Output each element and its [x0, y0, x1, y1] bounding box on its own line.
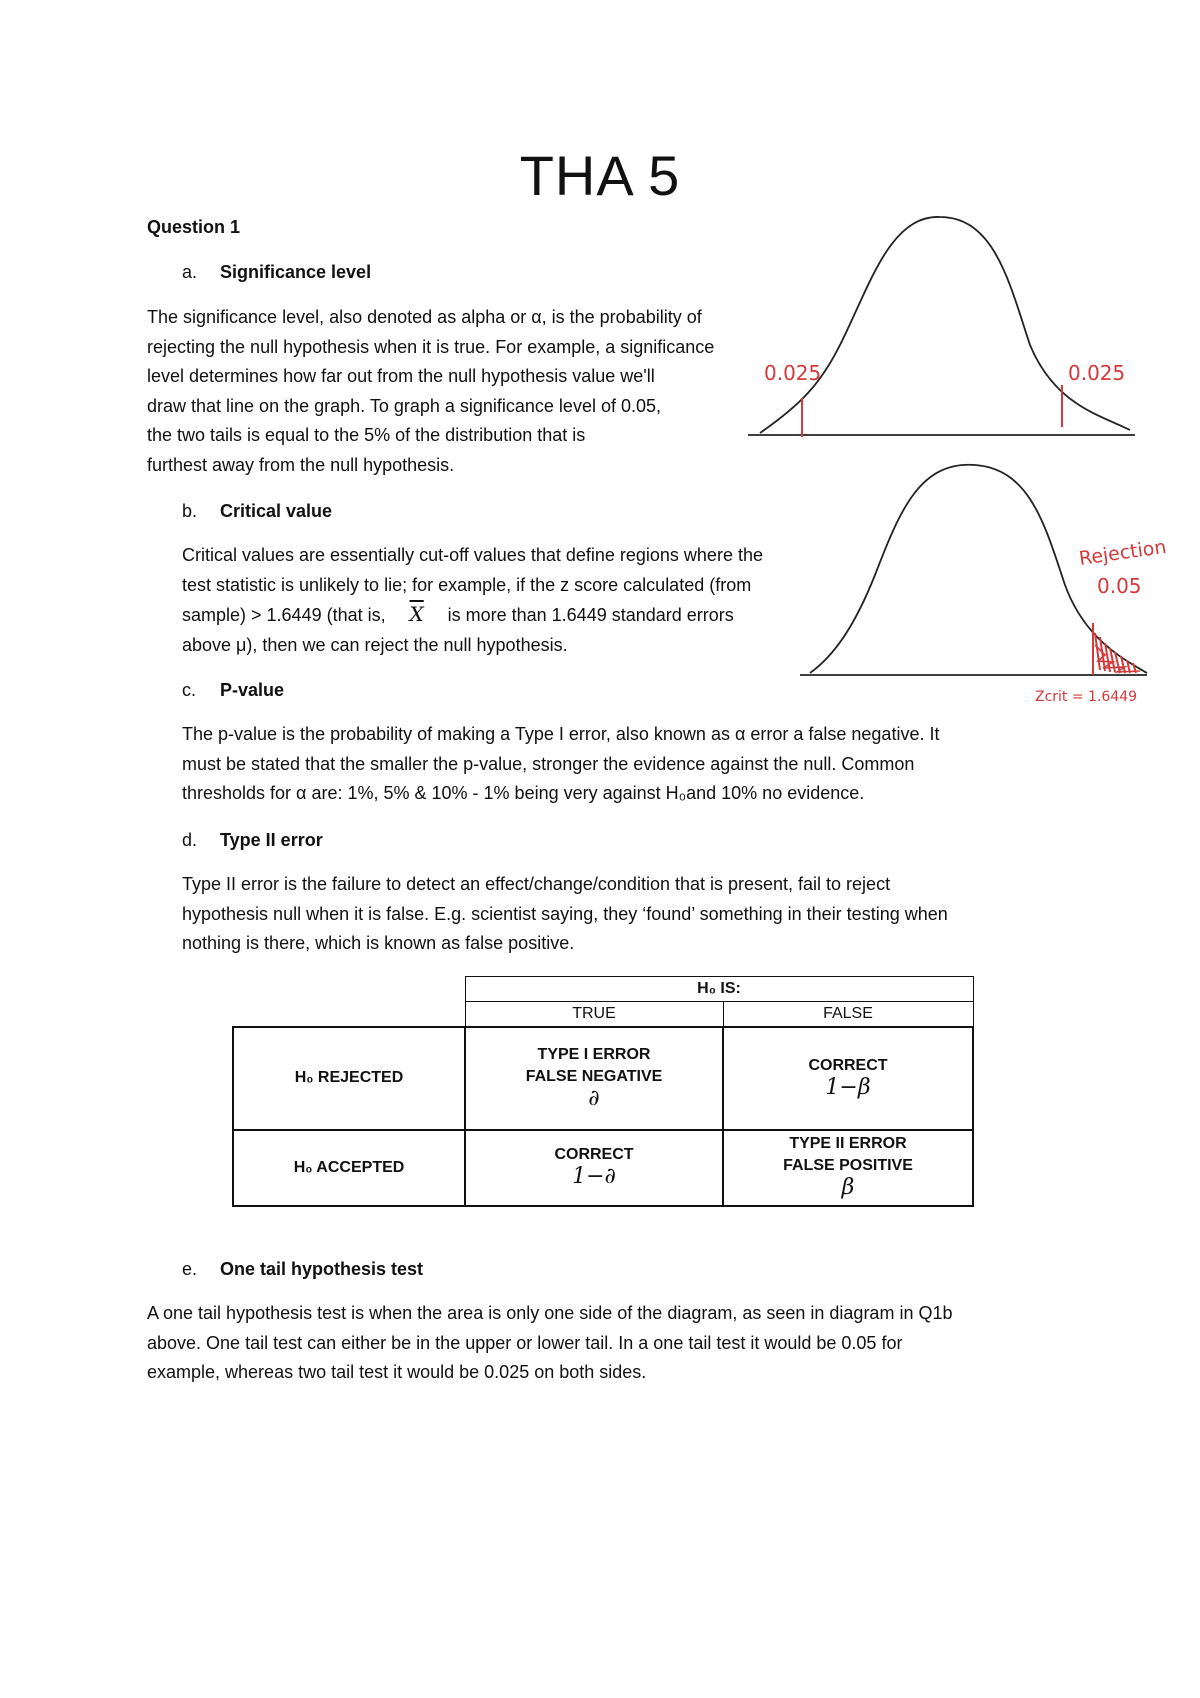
- section-a-line: draw that line on the graph. To graph a significance level of 0.05,: [147, 395, 662, 416]
- two-tail-curve: [760, 217, 1130, 433]
- section-c-letter: c.: [182, 680, 197, 700]
- section-d-heading: [182, 830, 323, 851]
- section-c-title: P-value: [220, 680, 285, 700]
- cell-line: TYPE I ERROR: [537, 1045, 651, 1063]
- section-a-line: The significance level, also denoted as alpha or α, is the probability of: [147, 307, 702, 327]
- section-b-line: Critical values are essentially cut-off values that define regions where the: [182, 545, 763, 565]
- section-e-line: above. One tail test can either be in the upper or lower tail. In a one tail test it would be 0.05 for: [147, 1332, 903, 1353]
- col-true-header: TRUE: [465, 1002, 723, 1027]
- section-a-line: the two tails is equal to the 5% of the distribution that is: [147, 425, 586, 445]
- two-tail-diagram: [740, 205, 1160, 445]
- col-false-header: FALSE: [723, 1002, 973, 1027]
- section-c-body: [182, 720, 939, 809]
- section-a-line: level determines how far out from the null hypothesis value we'll: [147, 366, 655, 386]
- section-a-title: Significance level: [220, 262, 372, 282]
- table-row: [233, 1002, 973, 1027]
- correct-rejection-cell: [723, 1027, 973, 1130]
- cell-symbol: 1−β: [825, 1074, 871, 1100]
- section-c-line: thresholds for α are: 1%, 5% & 10% - 1% being very against H₀and 10% no evidence.: [182, 783, 865, 803]
- cell-line: CORRECT: [808, 1056, 888, 1074]
- section-b-line: above μ), then we can reject the null hypothesis.: [182, 634, 568, 655]
- section-d-line: nothing is there, which is known as false positive.: [182, 933, 575, 953]
- section-b-line-3: [182, 600, 763, 631]
- correct-acceptance-cell: [465, 1130, 723, 1206]
- section-d-letter: d.: [182, 830, 198, 850]
- cell-symbol: β: [841, 1175, 855, 1200]
- section-e-body: [147, 1299, 952, 1388]
- error-types-table: [232, 976, 974, 1207]
- cell-line: CORRECT: [554, 1146, 634, 1163]
- rejection-value-label: 0.05: [1097, 574, 1142, 598]
- table-row: [233, 1130, 973, 1206]
- table-corner: [233, 1002, 465, 1027]
- section-a-heading: [182, 262, 371, 283]
- section-a-letter: a.: [182, 262, 198, 282]
- row-rejected-text: H₀ REJECTED: [294, 1069, 404, 1086]
- z-critical-label: Zcrit = 1.6449: [1035, 689, 1138, 705]
- section-b-line: test statistic is unlikely to lie; for example, if the z score calculated (from: [182, 574, 752, 595]
- section-c-line: must be stated that the smaller the p-value, stronger the evidence against the null. Common: [182, 753, 915, 774]
- cell-line: TYPE II ERROR: [789, 1135, 907, 1152]
- cell-line: FALSE POSITIVE: [783, 1157, 913, 1174]
- section-c-heading: [182, 680, 284, 701]
- section-d-line: Type II error is the failure to detect an effect/change/condition that is present, fail to reject: [182, 874, 891, 894]
- type-two-error-cell: [723, 1130, 973, 1206]
- rejection-label: Rejection: [1077, 535, 1168, 570]
- section-e-title: One tail hypothesis test: [220, 1259, 424, 1279]
- section-b-letter: b.: [182, 501, 198, 521]
- section-a-line: rejecting the null hypothesis when it is true. For example, a significance: [147, 336, 715, 357]
- row-rejected-label: [233, 1027, 465, 1130]
- left-tail-label: 0.025: [764, 361, 822, 385]
- section-a-body: [147, 303, 714, 480]
- right-tail-label: 0.025: [1068, 361, 1126, 385]
- table-row: [233, 977, 973, 1002]
- section-e-heading: [182, 1259, 423, 1280]
- section-d-title: Type II error: [220, 830, 323, 850]
- cell-line: FALSE NEGATIVE: [525, 1067, 663, 1085]
- section-e-line: example, whereas two tail test it would be 0.025 on both sides.: [147, 1362, 647, 1382]
- section-c-line: The p-value is the probability of making a Type I error, also known as α error a false negative. It: [182, 724, 940, 744]
- table-corner: [233, 977, 465, 1002]
- section-e-line: A one tail hypothesis test is when the area is only one side of the diagram, as seen in diagram in Q1b: [147, 1303, 953, 1323]
- page-title: THA 5: [519, 144, 681, 207]
- table-header: H₀ IS:: [465, 977, 973, 1002]
- section-b-line-3-prefix: sample) > 1.6449 (that is,: [182, 605, 386, 625]
- row-accepted-label: [233, 1130, 465, 1206]
- row-accepted-text: H₀ ACCEPTED: [293, 1158, 405, 1176]
- section-b-title: Critical value: [220, 501, 333, 521]
- section-d-line: hypothesis null when it is false. E.g. scientist saying, they ‘found’ something in their testing when: [182, 903, 948, 924]
- section-e-letter: e.: [182, 1259, 198, 1279]
- section-a-line: furthest away from the null hypothesis.: [147, 454, 455, 475]
- section-b-heading: [182, 501, 332, 522]
- section-b-line-3-suffix: is more than 1.6449 standard errors: [447, 605, 734, 625]
- question-heading: Question 1: [147, 217, 241, 237]
- section-d-body: [182, 870, 948, 959]
- cell-symbol: ∂: [588, 1085, 600, 1111]
- type-one-error-cell: [465, 1027, 723, 1130]
- one-tail-diagram: [795, 455, 1175, 705]
- section-b-body: [182, 541, 763, 660]
- cell-symbol: 1−∂: [572, 1164, 616, 1189]
- x-bar-symbol: $\overline{X}$: [409, 602, 424, 626]
- table-row: [233, 1027, 973, 1130]
